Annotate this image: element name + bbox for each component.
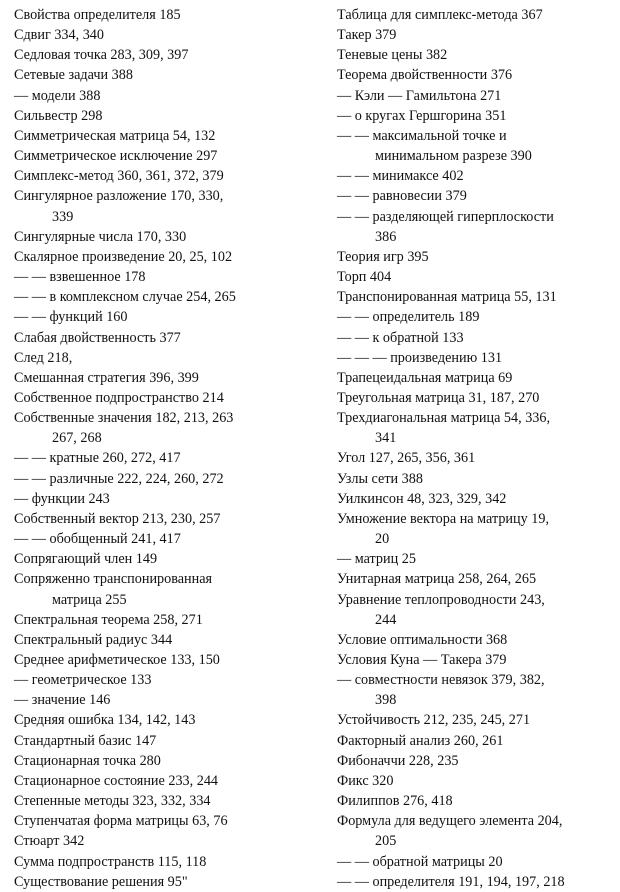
index-entry: Теневые цены 382 (337, 47, 448, 64)
index-entry-continuation: минимальном разрезе 390 (375, 148, 532, 165)
index-entry: Слабая двойственность 377 (14, 329, 181, 346)
index-entry: Собственный вектор 213, 230, 257 (14, 510, 221, 527)
index-entry: — — взвешенное 178 (14, 269, 146, 286)
index-entry: — матриц 25 (337, 551, 416, 568)
index-entry: Ступенчатая форма матрицы 63, 76 (14, 813, 228, 830)
index-entry: Устойчивость 212, 235, 245, 271 (337, 712, 531, 729)
index-entry: Трапецеидальная матрица 69 (337, 369, 513, 386)
index-entry: Теорема двойственности 376 (337, 67, 513, 84)
index-entry: Степенные методы 323, 332, 334 (14, 793, 211, 810)
index-entry: Треугольная матрица 31, 187, 270 (337, 389, 540, 406)
index-entry: — совместности невязок 379, 382, (337, 672, 545, 689)
index-entry: Унитарная матрица 258, 264, 265 (337, 571, 537, 588)
index-entry-continuation: 267, 268 (52, 430, 102, 447)
index-entry: Смешанная стратегия 396, 399 (14, 369, 199, 386)
index-entry: Симметрическая матрица 54, 132 (14, 127, 216, 144)
index-entry: — — равновесии 379 (337, 188, 467, 205)
index-entry-continuation: 339 (52, 208, 74, 225)
index-entry-continuation: 341 (375, 430, 397, 447)
index-entry: Среднее арифметическое 133, 150 (14, 652, 220, 668)
index-entry: Средняя ошибка 134, 142, 143 (14, 712, 196, 729)
index-entry: Факторный анализ 260, 261 (337, 732, 504, 749)
index-entry: — — определитель 189 (337, 309, 480, 326)
index-entry: — — — произведению 131 (337, 349, 503, 366)
index-entry: Сильвестр 298 (14, 107, 103, 124)
index-entry: Скалярное произведение 20, 25, 102 (14, 248, 233, 265)
index-entry: Собственные значения 182, 213, 263 (14, 410, 234, 427)
index-entry: Такер 379 (337, 27, 397, 44)
index-entry: Торп 404 (337, 269, 392, 286)
index-entry: — геометрическое 133 (14, 672, 152, 689)
index-entry: — значение 146 (14, 692, 111, 709)
index-entry: — — определителя 191, 194, 197, 218 (337, 873, 565, 890)
index-entry: Филиппов 276, 418 (337, 793, 453, 810)
index-entry: Собственное подпространство 214 (14, 389, 224, 406)
index-entry: — — обобщенный 241, 417 (14, 531, 181, 548)
index-entry: Спектральный радиус 344 (14, 631, 173, 648)
index-entry: Формула для ведущего элемента 204, (337, 813, 563, 830)
index-entry: — — к обратной 133 (337, 329, 464, 346)
index-entry: Транспонированная матрица 55, 131 (337, 289, 557, 306)
index-entry: Стюарт 342 (14, 833, 85, 850)
index-entry: Сингулярные числа 170, 330 (14, 228, 187, 245)
index-entry: След 218, (14, 349, 73, 366)
index-entry: Фикс 320 (337, 772, 394, 789)
index-entry: Стационарная точка 280 (14, 752, 161, 769)
index-entry: Симплекс-метод 360, 361, 372, 379 (14, 168, 224, 185)
index-entry: Стационарное состояние 233, 244 (14, 772, 219, 789)
index-entry: Сетевые задачи 388 (14, 67, 133, 84)
index-entry: Сингулярное разложение 170, 330, (14, 188, 224, 205)
index-entry: Сопряженно транспонированная (14, 571, 213, 588)
index-entry-continuation: 386 (375, 228, 397, 245)
index-entry: Спектральная теорема 258, 271 (14, 611, 203, 628)
index-entry: Седловая точка 283, 309, 397 (14, 47, 189, 64)
index-entry: Узлы сети 388 (337, 470, 423, 487)
index-column-right (337, 5, 615, 892)
index-entry: Уилкинсон 48, 323, 329, 342 (337, 490, 507, 507)
index-entry-continuation: 205 (375, 833, 397, 850)
index-entry-continuation: матрица 255 (52, 591, 127, 608)
index-entry: — — функций 160 (14, 309, 128, 326)
index-entry: — модели 388 (14, 87, 101, 104)
index-entry: Сдвиг 334, 340 (14, 27, 104, 44)
index-entry: Трехдиагональная матрица 54, 336, (337, 410, 551, 427)
index-entry: — — кратные 260, 272, 417 (14, 450, 181, 467)
index-entry: — — обратной матрицы 20 (337, 853, 503, 870)
index-entry: Стандартный базис 147 (14, 732, 157, 749)
index-entry: Свойства определителя 185 (14, 7, 181, 23)
index-entry: Угол 127, 265, 356, 361 (337, 450, 476, 467)
index-entry: — — различные 222, 224, 260, 272 (14, 470, 224, 487)
index-entry: Существование решения 95" (14, 873, 188, 890)
index-entry: Симметрическое исключение 297 (14, 148, 218, 165)
index-entry: — о кругах Гершгорина 351 (337, 107, 507, 124)
index-entry: Условия Куна — Такера 379 (337, 652, 507, 668)
index-column-left (14, 5, 314, 892)
index-entry-continuation: 20 (375, 531, 390, 548)
index-entry: Таблица для симплекс-метода 367 (337, 7, 543, 23)
index-entry: — — разделяющей гиперплоскости (337, 208, 554, 225)
index-entry: Условие оптимальности 368 (337, 631, 508, 648)
index-entry: Теория игр 395 (337, 248, 429, 265)
index-entry: Фибоначчи 228, 235 (337, 752, 459, 769)
index-entry: — Кэли — Гамильтона 271 (337, 87, 502, 104)
index-entry: Умножение вектора на матрицу 19, (337, 510, 549, 527)
index-entry: Сопрягающий член 149 (14, 551, 158, 568)
index-entry-continuation: 398 (375, 692, 397, 709)
index-entry-continuation: 244 (375, 611, 397, 628)
index-entry: — — максимальной точке и (337, 127, 507, 144)
index-entry: Сумма подпространств 115, 118 (14, 853, 207, 870)
index-entry: Уравнение теплопроводности 243, (337, 591, 545, 608)
index-entry: — функции 243 (14, 490, 110, 507)
index-entry: — — в комплексном случае 254, 265 (14, 289, 236, 306)
index-entry: — — минимаксе 402 (337, 168, 464, 185)
